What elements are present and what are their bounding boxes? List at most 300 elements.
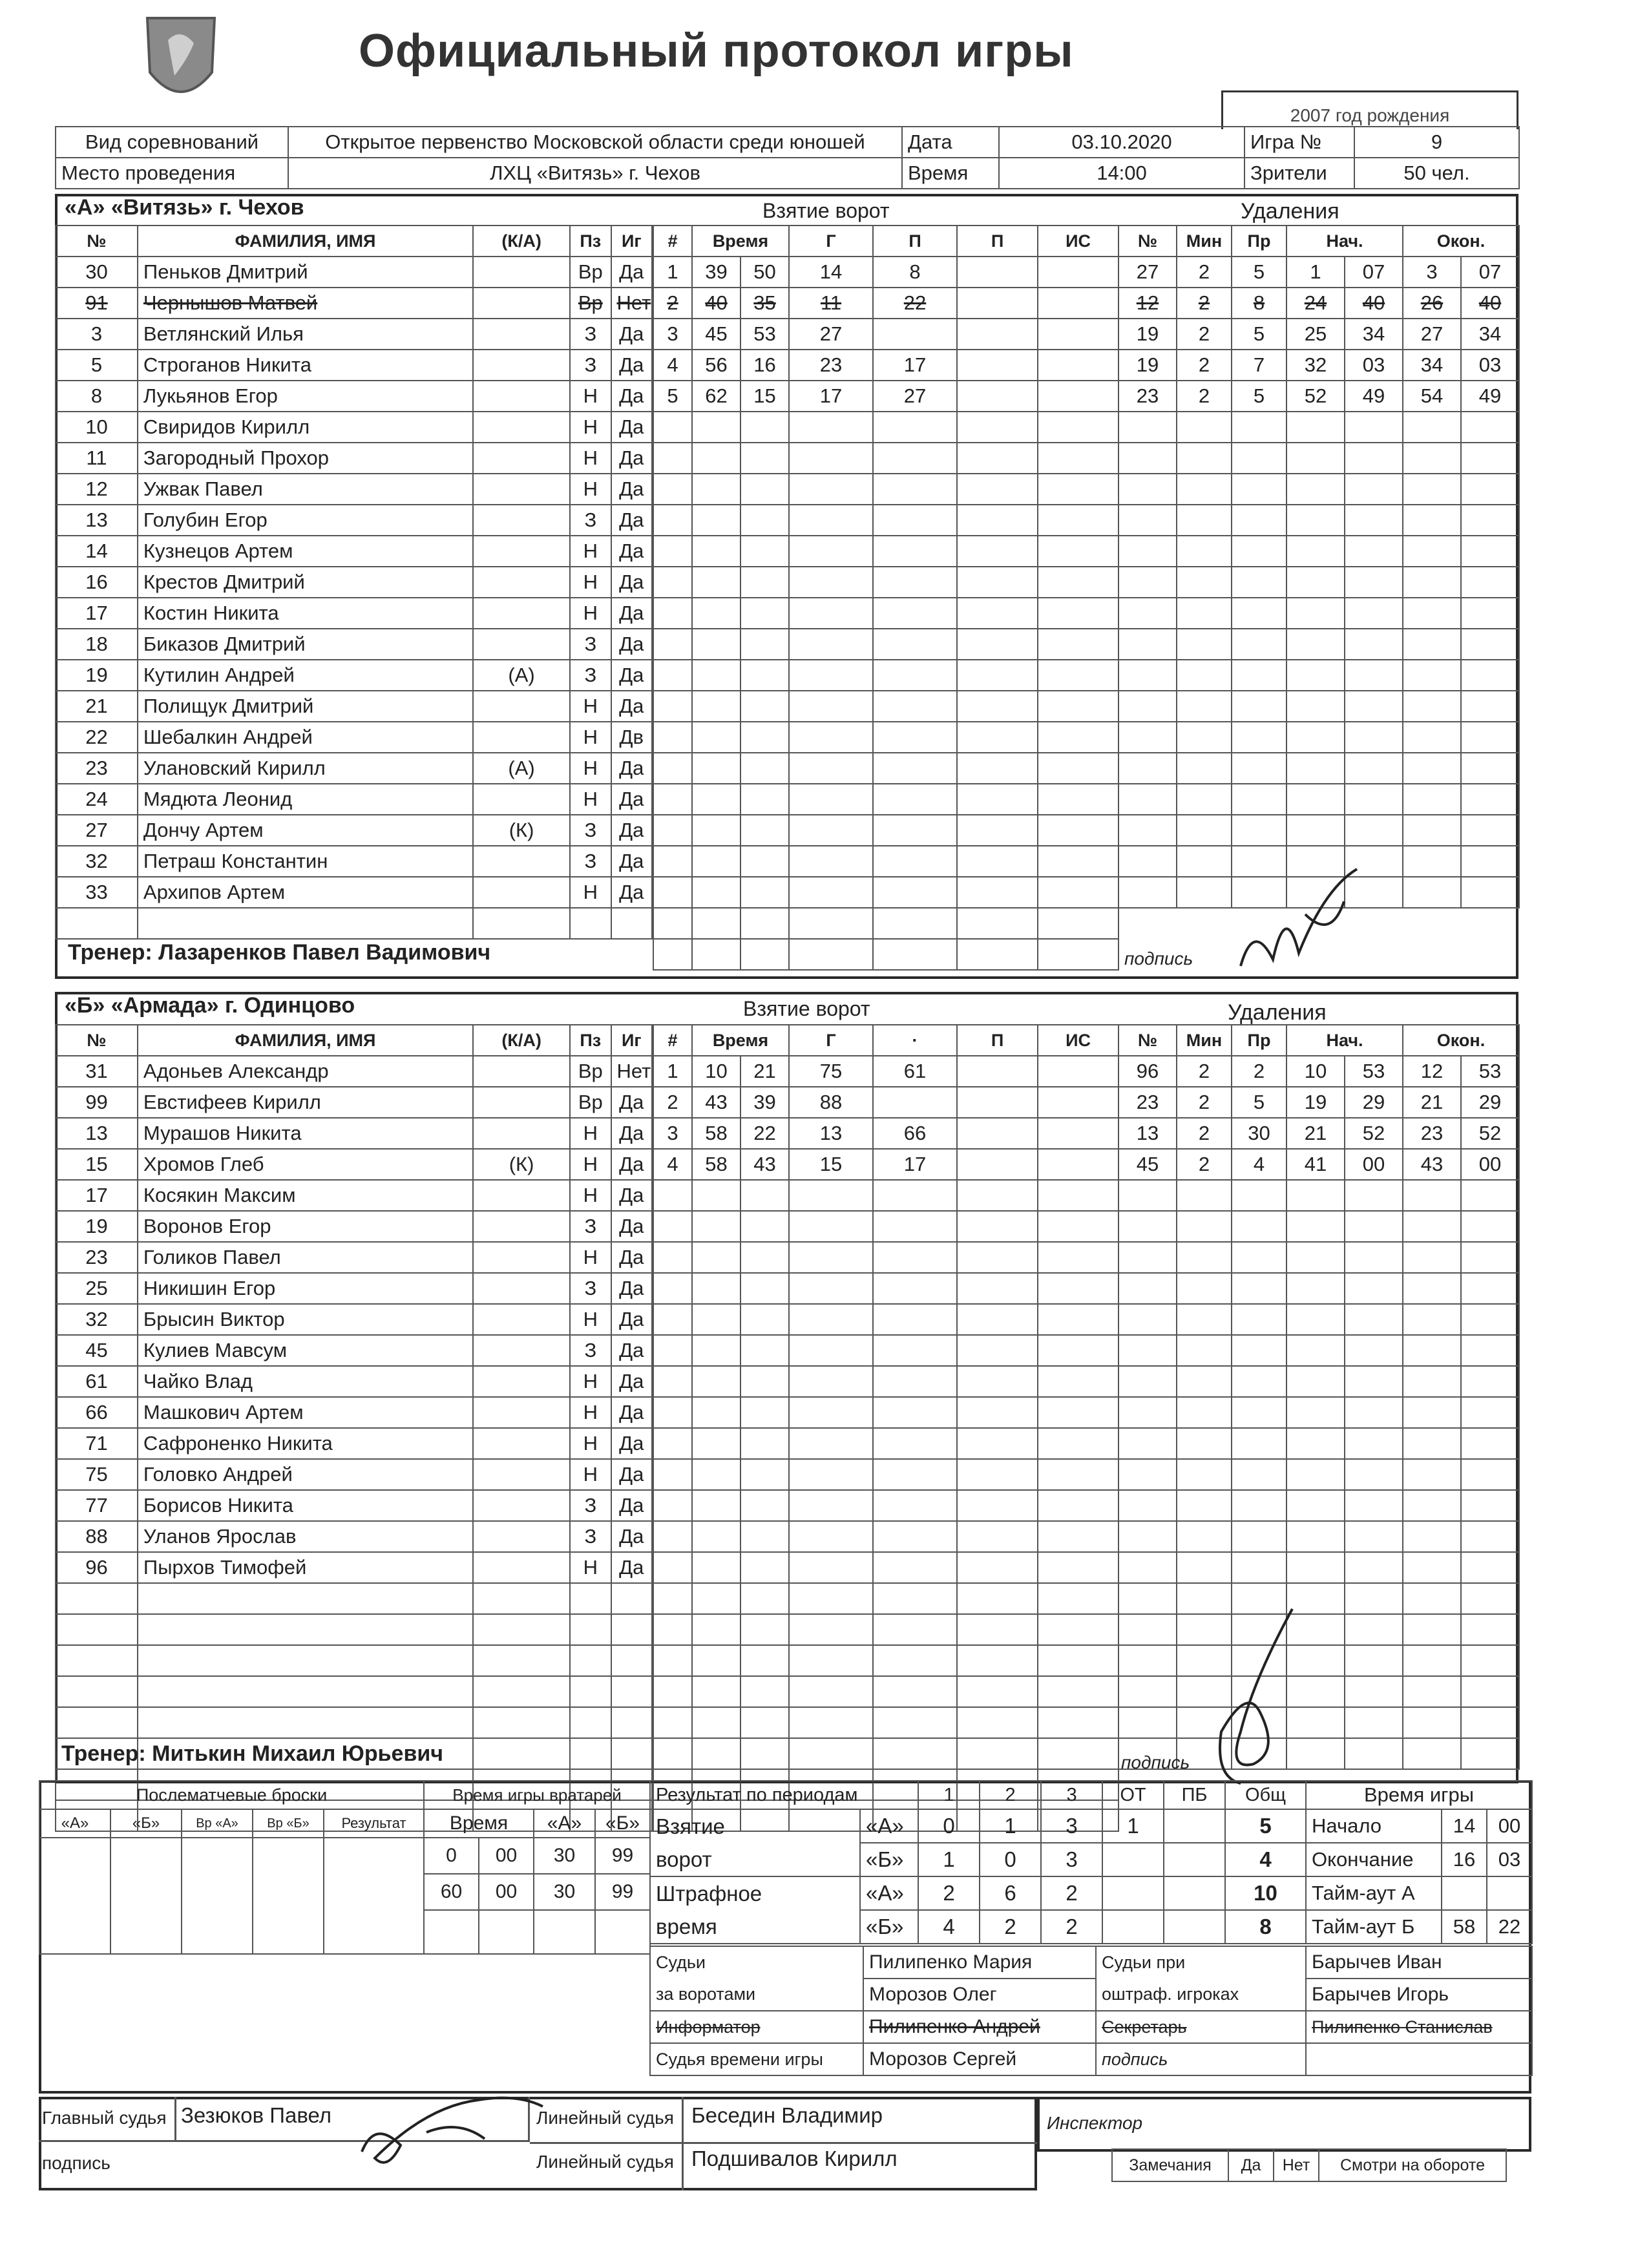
penalty-cell bbox=[1461, 1242, 1519, 1273]
player-cell: Н bbox=[570, 1180, 611, 1211]
player-cell: Голиков Павел bbox=[138, 1242, 473, 1273]
goal-cell bbox=[740, 1335, 789, 1366]
penalty-cell bbox=[1119, 1583, 1177, 1614]
goal-cell bbox=[957, 1118, 1038, 1149]
player-row bbox=[56, 1118, 652, 1149]
goal-cell: 1 bbox=[653, 1056, 692, 1087]
player-cell: 24 bbox=[56, 784, 138, 815]
penalty-cell bbox=[1461, 1490, 1519, 1521]
col-goal: Г bbox=[789, 226, 873, 257]
player-cell: Дв bbox=[611, 722, 652, 753]
goal-cell bbox=[653, 598, 692, 629]
penalty-cell bbox=[1177, 722, 1232, 753]
goal-cell: 13 bbox=[789, 1118, 873, 1149]
penalty-cell bbox=[1345, 1645, 1403, 1676]
timeout-b-min: 58 bbox=[1442, 1910, 1487, 1944]
player-cell: Мурашов Никита bbox=[138, 1118, 473, 1149]
penalty-row bbox=[1119, 1645, 1519, 1676]
goal-cell bbox=[740, 629, 789, 660]
penalty-cell: 2 bbox=[1177, 381, 1232, 412]
goals-a-p1: 0 bbox=[918, 1809, 980, 1843]
penalty-cell bbox=[1177, 1242, 1232, 1273]
date-label: Дата bbox=[902, 127, 999, 158]
goal-cell: 8 bbox=[873, 257, 957, 288]
player-row bbox=[56, 660, 652, 691]
player-cell: Да bbox=[611, 381, 652, 412]
player-cell: Мядюта Леонид bbox=[138, 784, 473, 815]
goal-cell bbox=[873, 443, 957, 474]
goal-cell bbox=[789, 753, 873, 784]
goal-cell bbox=[789, 1552, 873, 1583]
player-cell bbox=[56, 1614, 138, 1645]
goal-cell: 50 bbox=[740, 257, 789, 288]
player-cell: Да bbox=[611, 877, 652, 908]
col-name: ФАМИЛИЯ, ИМЯ bbox=[138, 1025, 473, 1056]
goal-cell bbox=[740, 784, 789, 815]
player-row bbox=[56, 1087, 652, 1118]
penalty-row bbox=[1119, 381, 1519, 412]
col-played: Иг bbox=[611, 226, 652, 257]
penalty-cell bbox=[1287, 660, 1345, 691]
goalie-cell: 99 bbox=[595, 1874, 650, 1910]
goal-cell: 58 bbox=[692, 1149, 740, 1180]
player-cell bbox=[473, 784, 570, 815]
goal-cell bbox=[957, 1428, 1038, 1459]
goal-cell bbox=[957, 567, 1038, 598]
player-cell: З bbox=[570, 1490, 611, 1521]
goal-cell bbox=[873, 505, 957, 536]
penalty-cell bbox=[1119, 1490, 1177, 1521]
goal-cell bbox=[692, 846, 740, 877]
penalty-cell: 23 bbox=[1119, 1087, 1177, 1118]
goal-cell bbox=[740, 1304, 789, 1335]
penalty-cell bbox=[1177, 1273, 1232, 1304]
goal-cell bbox=[653, 815, 692, 846]
goal-cell: 10 bbox=[692, 1056, 740, 1087]
penalty-cell bbox=[1403, 1614, 1461, 1645]
team-a-penalties-title: Удаления bbox=[1241, 199, 1339, 224]
goal-cell bbox=[789, 536, 873, 567]
penalty-row bbox=[1119, 567, 1519, 598]
penalty-cell bbox=[1403, 598, 1461, 629]
penalty-cell bbox=[1177, 1335, 1232, 1366]
goal-cell bbox=[692, 1707, 740, 1738]
penalty-cell bbox=[1461, 629, 1519, 660]
goal-cell bbox=[789, 1242, 873, 1273]
player-row bbox=[56, 350, 652, 381]
goal-cell bbox=[1038, 660, 1119, 691]
player-cell: Н bbox=[570, 1397, 611, 1428]
goal-cell bbox=[957, 412, 1038, 443]
goal-cell bbox=[653, 1738, 692, 1769]
penalty-cell bbox=[1119, 877, 1177, 908]
player-cell: Да bbox=[611, 567, 652, 598]
goal-cell: 2 bbox=[653, 1087, 692, 1118]
goal-cell bbox=[653, 691, 692, 722]
penalty-cell bbox=[1177, 536, 1232, 567]
penalty-cell bbox=[1461, 1428, 1519, 1459]
penalty-cell bbox=[1177, 691, 1232, 722]
player-cell: З bbox=[570, 505, 611, 536]
goal-cell bbox=[789, 1273, 873, 1304]
penalty-cell bbox=[1461, 1645, 1519, 1676]
player-cell: 27 bbox=[56, 815, 138, 846]
goal-cell bbox=[957, 505, 1038, 536]
player-cell: Н bbox=[570, 1428, 611, 1459]
goal-cell bbox=[789, 846, 873, 877]
col-pos: Пз bbox=[570, 226, 611, 257]
player-row bbox=[56, 1242, 652, 1273]
penalty-cell bbox=[1287, 536, 1345, 567]
player-cell bbox=[473, 1707, 570, 1738]
goal-cell bbox=[653, 1490, 692, 1521]
goal-cell: 16 bbox=[740, 350, 789, 381]
penalty-cell: 45 bbox=[1119, 1149, 1177, 1180]
goal-cell bbox=[957, 1211, 1038, 1242]
player-cell: Да bbox=[611, 443, 652, 474]
goal-row bbox=[653, 1149, 1119, 1180]
goal-cell bbox=[740, 1211, 789, 1242]
col-ka: (К/А) bbox=[473, 226, 570, 257]
col-goal: Г bbox=[789, 1025, 873, 1056]
player-cell: З bbox=[570, 660, 611, 691]
goal-cell bbox=[740, 939, 789, 970]
player-cell bbox=[570, 1738, 611, 1769]
goal-cell bbox=[692, 1459, 740, 1490]
penalty-cell bbox=[1177, 1366, 1232, 1397]
penalty-cell bbox=[1232, 598, 1287, 629]
goal-cell bbox=[692, 1304, 740, 1335]
penalty-cell bbox=[1345, 1211, 1403, 1242]
player-cell: Вр bbox=[570, 257, 611, 288]
player-cell: Борисов Никита bbox=[138, 1490, 473, 1521]
penalty-cell bbox=[1177, 1397, 1232, 1428]
player-row bbox=[56, 1645, 652, 1676]
player-cell: Да bbox=[611, 1242, 652, 1273]
goal-cell bbox=[653, 908, 692, 939]
penalty-cell bbox=[1345, 536, 1403, 567]
penalty-cell bbox=[1345, 629, 1403, 660]
penalty-cell bbox=[1345, 722, 1403, 753]
goal-cell bbox=[873, 1614, 957, 1645]
col-pen-min: Мин bbox=[1177, 226, 1232, 257]
goal-cell bbox=[957, 1056, 1038, 1087]
penalty-cell bbox=[1403, 1738, 1461, 1769]
player-cell bbox=[473, 1335, 570, 1366]
goal-row bbox=[653, 1118, 1119, 1149]
goals-label-1: Взятие bbox=[650, 1809, 860, 1843]
player-row bbox=[56, 846, 652, 877]
player-cell bbox=[611, 1583, 652, 1614]
goal-cell: 40 bbox=[692, 288, 740, 319]
penalty-cell bbox=[1287, 412, 1345, 443]
penalty-cell: 5 bbox=[1232, 257, 1287, 288]
penalty-cell bbox=[1345, 1180, 1403, 1211]
goalie-cell: 60 bbox=[424, 1874, 479, 1910]
goal-cell bbox=[653, 1242, 692, 1273]
goal-cell bbox=[957, 815, 1038, 846]
penalty-cell: 5 bbox=[1232, 319, 1287, 350]
goal-cell bbox=[740, 1242, 789, 1273]
player-cell bbox=[138, 1583, 473, 1614]
pen-judge-2: Барычев Игорь bbox=[1306, 1979, 1532, 2011]
penalty-cell bbox=[1119, 474, 1177, 505]
player-cell bbox=[138, 908, 473, 939]
goals-b-total: 4 bbox=[1225, 1843, 1306, 1876]
goal-cell bbox=[1038, 815, 1119, 846]
penalty-cell bbox=[1232, 1459, 1287, 1490]
goal-cell bbox=[653, 474, 692, 505]
penalty-cell: 12 bbox=[1403, 1056, 1461, 1087]
penalty-cell bbox=[1345, 1521, 1403, 1552]
player-cell: Да bbox=[611, 319, 652, 350]
player-cell: З bbox=[570, 1273, 611, 1304]
pim-a-total: 10 bbox=[1225, 1876, 1306, 1910]
penalty-row bbox=[1119, 1056, 1519, 1087]
player-row bbox=[56, 288, 652, 319]
player-row bbox=[56, 908, 652, 939]
game-value: 9 bbox=[1354, 127, 1519, 158]
player-cell bbox=[570, 1583, 611, 1614]
player-row bbox=[56, 1583, 652, 1614]
player-cell: З bbox=[570, 1521, 611, 1552]
player-cell: 8 bbox=[56, 381, 138, 412]
player-cell bbox=[473, 1614, 570, 1645]
goal-cell bbox=[740, 753, 789, 784]
player-cell bbox=[473, 1304, 570, 1335]
venue-label: Место проведения bbox=[56, 158, 288, 189]
player-row bbox=[56, 412, 652, 443]
penalty-cell bbox=[1461, 815, 1519, 846]
goal-cell bbox=[789, 1521, 873, 1552]
pim-b-ot bbox=[1102, 1910, 1164, 1944]
penalty-cell bbox=[1287, 691, 1345, 722]
player-cell: Н bbox=[570, 784, 611, 815]
goal-cell bbox=[692, 1180, 740, 1211]
goal-cell bbox=[873, 319, 957, 350]
periods-title: Результат по периодам bbox=[650, 1781, 918, 1809]
goal-cell bbox=[1038, 1397, 1119, 1428]
goal-cell bbox=[653, 629, 692, 660]
penalty-cell bbox=[1403, 1428, 1461, 1459]
goal-cell bbox=[653, 660, 692, 691]
player-cell bbox=[56, 1583, 138, 1614]
goal-cell bbox=[653, 753, 692, 784]
penalty-row bbox=[1119, 598, 1519, 629]
penalty-cell bbox=[1119, 1335, 1177, 1366]
player-cell bbox=[570, 1676, 611, 1707]
goal-row bbox=[653, 1552, 1119, 1583]
goal-cell bbox=[873, 1645, 957, 1676]
penalty-row bbox=[1119, 784, 1519, 815]
player-cell: Брысин Виктор bbox=[138, 1304, 473, 1335]
goal-cell bbox=[873, 1428, 957, 1459]
player-cell: Да bbox=[611, 598, 652, 629]
player-cell: Да bbox=[611, 784, 652, 815]
goal-cell bbox=[789, 1676, 873, 1707]
goal-cell bbox=[957, 443, 1038, 474]
player-row bbox=[56, 1521, 652, 1552]
player-cell: Да bbox=[611, 1521, 652, 1552]
col-played: Иг bbox=[611, 1025, 652, 1056]
penalty-cell bbox=[1403, 1676, 1461, 1707]
see-back-label: Смотри на обороте bbox=[1319, 2149, 1506, 2181]
penalty-cell: 96 bbox=[1119, 1056, 1177, 1087]
goal-cell bbox=[653, 567, 692, 598]
player-cell: Н bbox=[570, 443, 611, 474]
penalty-cell: 34 bbox=[1403, 350, 1461, 381]
penalty-cell: 53 bbox=[1345, 1056, 1403, 1087]
player-cell: Петраш Константин bbox=[138, 846, 473, 877]
goal-cell bbox=[789, 660, 873, 691]
player-cell: З bbox=[570, 1211, 611, 1242]
time-label: Время bbox=[902, 158, 999, 189]
goal-cell bbox=[957, 1087, 1038, 1118]
penalty-cell: 19 bbox=[1287, 1087, 1345, 1118]
penalty-cell: 10 bbox=[1287, 1056, 1345, 1087]
player-cell bbox=[473, 443, 570, 474]
player-row bbox=[56, 1335, 652, 1366]
goal-cell bbox=[692, 536, 740, 567]
goal-cell bbox=[692, 815, 740, 846]
penalty-cell: 8 bbox=[1232, 288, 1287, 319]
goal-row bbox=[653, 1366, 1119, 1397]
penalty-cell bbox=[1403, 1583, 1461, 1614]
player-cell: 96 bbox=[56, 1552, 138, 1583]
goal-cell bbox=[653, 1366, 692, 1397]
penalty-cell bbox=[1119, 536, 1177, 567]
player-cell: 66 bbox=[56, 1397, 138, 1428]
penalty-row bbox=[1119, 1087, 1519, 1118]
goal-cell bbox=[873, 412, 957, 443]
player-cell: Чайко Влад bbox=[138, 1366, 473, 1397]
goal-cell bbox=[957, 660, 1038, 691]
penalty-cell bbox=[1345, 1273, 1403, 1304]
penalty-cell: 40 bbox=[1345, 288, 1403, 319]
penalty-cell: 21 bbox=[1287, 1118, 1345, 1149]
end-hours: 16 bbox=[1442, 1843, 1487, 1876]
player-cell: Хромов Глеб bbox=[138, 1149, 473, 1180]
goal-row bbox=[653, 660, 1119, 691]
goal-cell: 45 bbox=[692, 319, 740, 350]
goal-cell: 15 bbox=[789, 1149, 873, 1180]
penalty-cell bbox=[1403, 877, 1461, 908]
teamA-goals-table bbox=[653, 225, 1119, 971]
col-pen-number: № bbox=[1119, 226, 1177, 257]
pim-b-p3: 2 bbox=[1041, 1910, 1102, 1944]
player-cell bbox=[473, 1645, 570, 1676]
penalty-cell bbox=[1403, 629, 1461, 660]
penalty-cell bbox=[1345, 598, 1403, 629]
goal-cell: 22 bbox=[873, 288, 957, 319]
player-cell: Строганов Никита bbox=[138, 350, 473, 381]
player-cell: Да bbox=[611, 412, 652, 443]
penalty-cell: 19 bbox=[1119, 350, 1177, 381]
goal-cell bbox=[873, 567, 957, 598]
goal-cell bbox=[653, 412, 692, 443]
goal-cell bbox=[873, 1490, 957, 1521]
goal-cell: 21 bbox=[740, 1056, 789, 1087]
pim-label-2: время bbox=[650, 1910, 860, 1944]
goal-cell bbox=[1038, 1118, 1119, 1149]
player-cell: Н bbox=[570, 536, 611, 567]
goal-cell bbox=[957, 722, 1038, 753]
page-title: Официальный протокол игры bbox=[359, 25, 1074, 77]
penalty-cell bbox=[1403, 1273, 1461, 1304]
linesman-1-name: Беседин Владимир bbox=[691, 2103, 883, 2127]
goals-b-p2: 0 bbox=[980, 1843, 1041, 1876]
penalty-cell bbox=[1461, 1335, 1519, 1366]
penalty-cell: 1 bbox=[1287, 257, 1345, 288]
goal-cell bbox=[740, 536, 789, 567]
penalty-cell bbox=[1287, 1459, 1345, 1490]
penalty-row bbox=[1119, 1366, 1519, 1397]
penalty-cell bbox=[1232, 1490, 1287, 1521]
goal-cell bbox=[957, 1707, 1038, 1738]
player-cell: 71 bbox=[56, 1428, 138, 1459]
goal-cell bbox=[1038, 319, 1119, 350]
penalty-cell bbox=[1177, 1428, 1232, 1459]
col-hash: # bbox=[653, 1025, 692, 1056]
penalty-cell: 34 bbox=[1461, 319, 1519, 350]
penalty-cell: 2 bbox=[1177, 350, 1232, 381]
penalty-cell bbox=[1461, 1459, 1519, 1490]
player-cell bbox=[473, 846, 570, 877]
goal-cell bbox=[692, 474, 740, 505]
penalty-cell bbox=[1232, 691, 1287, 722]
pb-header: ПБ bbox=[1164, 1781, 1225, 1809]
player-cell: Полищук Дмитрий bbox=[138, 691, 473, 722]
player-row bbox=[56, 567, 652, 598]
player-cell bbox=[473, 1459, 570, 1490]
penalty-cell bbox=[1461, 1304, 1519, 1335]
penalty-cell bbox=[1403, 1645, 1461, 1676]
player-row bbox=[56, 815, 652, 846]
goal-cell bbox=[653, 505, 692, 536]
goal-cell: 35 bbox=[740, 288, 789, 319]
goal-cell bbox=[789, 722, 873, 753]
goal-cell bbox=[1038, 1583, 1119, 1614]
player-cell bbox=[473, 1056, 570, 1087]
player-cell: Архипов Артем bbox=[138, 877, 473, 908]
goal-cell bbox=[873, 1211, 957, 1242]
penalty-cell: 03 bbox=[1345, 350, 1403, 381]
player-cell: Да bbox=[611, 536, 652, 567]
penalty-cell bbox=[1232, 660, 1287, 691]
penalty-cell: 2 bbox=[1177, 288, 1232, 319]
penalty-cell bbox=[1232, 412, 1287, 443]
penalty-cell bbox=[1345, 1366, 1403, 1397]
player-cell: Н bbox=[570, 567, 611, 598]
goal-cell: 1 bbox=[653, 257, 692, 288]
goal-cell: 17 bbox=[873, 1149, 957, 1180]
penalty-cell bbox=[1232, 443, 1287, 474]
penalty-cell bbox=[1345, 443, 1403, 474]
goal-cell bbox=[873, 1397, 957, 1428]
goal-cell bbox=[740, 412, 789, 443]
goal-cell bbox=[653, 1552, 692, 1583]
goal-cell bbox=[957, 474, 1038, 505]
goal-cell bbox=[692, 505, 740, 536]
penalty-row bbox=[1119, 443, 1519, 474]
penalty-cell: 4 bbox=[1232, 1149, 1287, 1180]
penalty-cell bbox=[1119, 629, 1177, 660]
goal-row bbox=[653, 815, 1119, 846]
venue-value: ЛХЦ «Витязь» г. Чехов bbox=[288, 158, 902, 189]
penalty-cell: 2 bbox=[1177, 257, 1232, 288]
player-cell: 31 bbox=[56, 1056, 138, 1087]
penalty-cell bbox=[1177, 505, 1232, 536]
